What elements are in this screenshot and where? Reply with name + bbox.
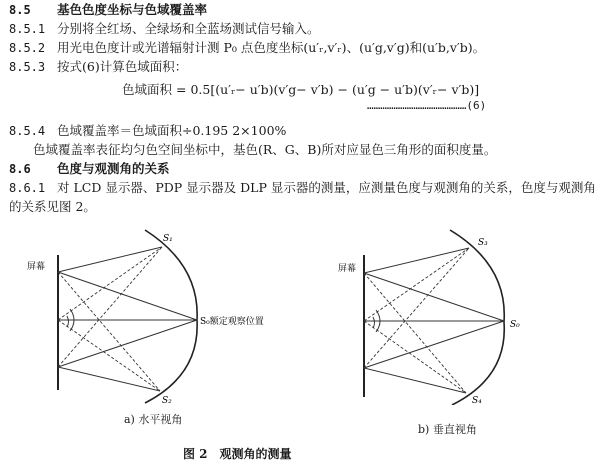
- section-8-6-1: [9, 180, 596, 196]
- formula-lhs: 色域面积: [122, 82, 173, 97]
- formula-rhs: = 0.5[(u′ᵣ− u′b)(v′g− v′b) − (u′g − u′b)(v′ᵣ− v′b)]: [176, 82, 480, 97]
- figure-title: 图 2 观测角的测量: [183, 447, 292, 461]
- section-text: 色域覆盖率表征均匀色空间坐标中，基色(R、G、B)所对应显色三角形的面积度量。: [33, 142, 497, 157]
- diagram-horizontal-angle: [0, 205, 300, 405]
- point-s1-label: S₁: [163, 234, 173, 244]
- section-number: 8.6: [9, 162, 31, 176]
- section-number: 8.5.3: [9, 60, 46, 74]
- section-text: 分别将全红场、全绿场和全蓝场测试信号输入。: [57, 21, 320, 36]
- section-text: 对 LCD 显示器、PDP 显示器及 DLP 显示器的测量，应测量色度与观测角的关系，色度与观测角: [57, 180, 596, 195]
- gamut-area-formula: [122, 80, 479, 98]
- diagram-vertical-angle: [300, 205, 600, 405]
- section-text: 按式(6)计算色域面积：: [57, 59, 188, 74]
- point-s3-label: S₃: [478, 238, 488, 248]
- point-s2-label: S₂: [162, 396, 172, 405]
- section-text: 的关系见图 2。: [9, 199, 96, 214]
- section-8-5-3: [9, 59, 187, 75]
- section-number: 8.5: [9, 3, 31, 17]
- section-number: 8.5.1: [9, 22, 46, 36]
- section-8-6-heading: [9, 161, 170, 177]
- caption-horizontal: a) 水平视角: [124, 413, 183, 426]
- section-text: 用光电色度计或光谱辐射计测 P₀ 点色度坐标(u′ᵣ,v′ᵣ)、(u′g,v′g)和(u′b,v′b)。: [57, 40, 486, 55]
- screen-label: 屏幕: [338, 264, 357, 274]
- section-8-5-2: [9, 40, 485, 56]
- section-8-5-4-note: [33, 142, 496, 158]
- section-8-5-heading: [9, 2, 207, 18]
- caption-vertical: b) 垂直视角: [418, 423, 477, 436]
- section-number: 8.6.1: [9, 181, 46, 195]
- section-title: 基色色度坐标与色域覆盖率: [57, 2, 208, 17]
- point-s0-label: S₀额定观察位置: [200, 317, 264, 327]
- section-number: 8.5.4: [9, 124, 46, 138]
- section-title: 色度与观测角的关系: [57, 161, 170, 176]
- section-8-5-1: [9, 21, 320, 37]
- point-s4-label: S₄: [472, 396, 482, 405]
- screen-label: 屏幕: [27, 262, 46, 272]
- section-number: 8.5.2: [9, 41, 46, 55]
- point-s0-label: S₀: [510, 320, 520, 330]
- section-text: 色域覆盖率＝色域面积÷0.195 2×100%: [57, 123, 287, 138]
- section-8-5-4: [9, 123, 286, 139]
- equation-number: ………………………………………(6): [367, 99, 487, 112]
